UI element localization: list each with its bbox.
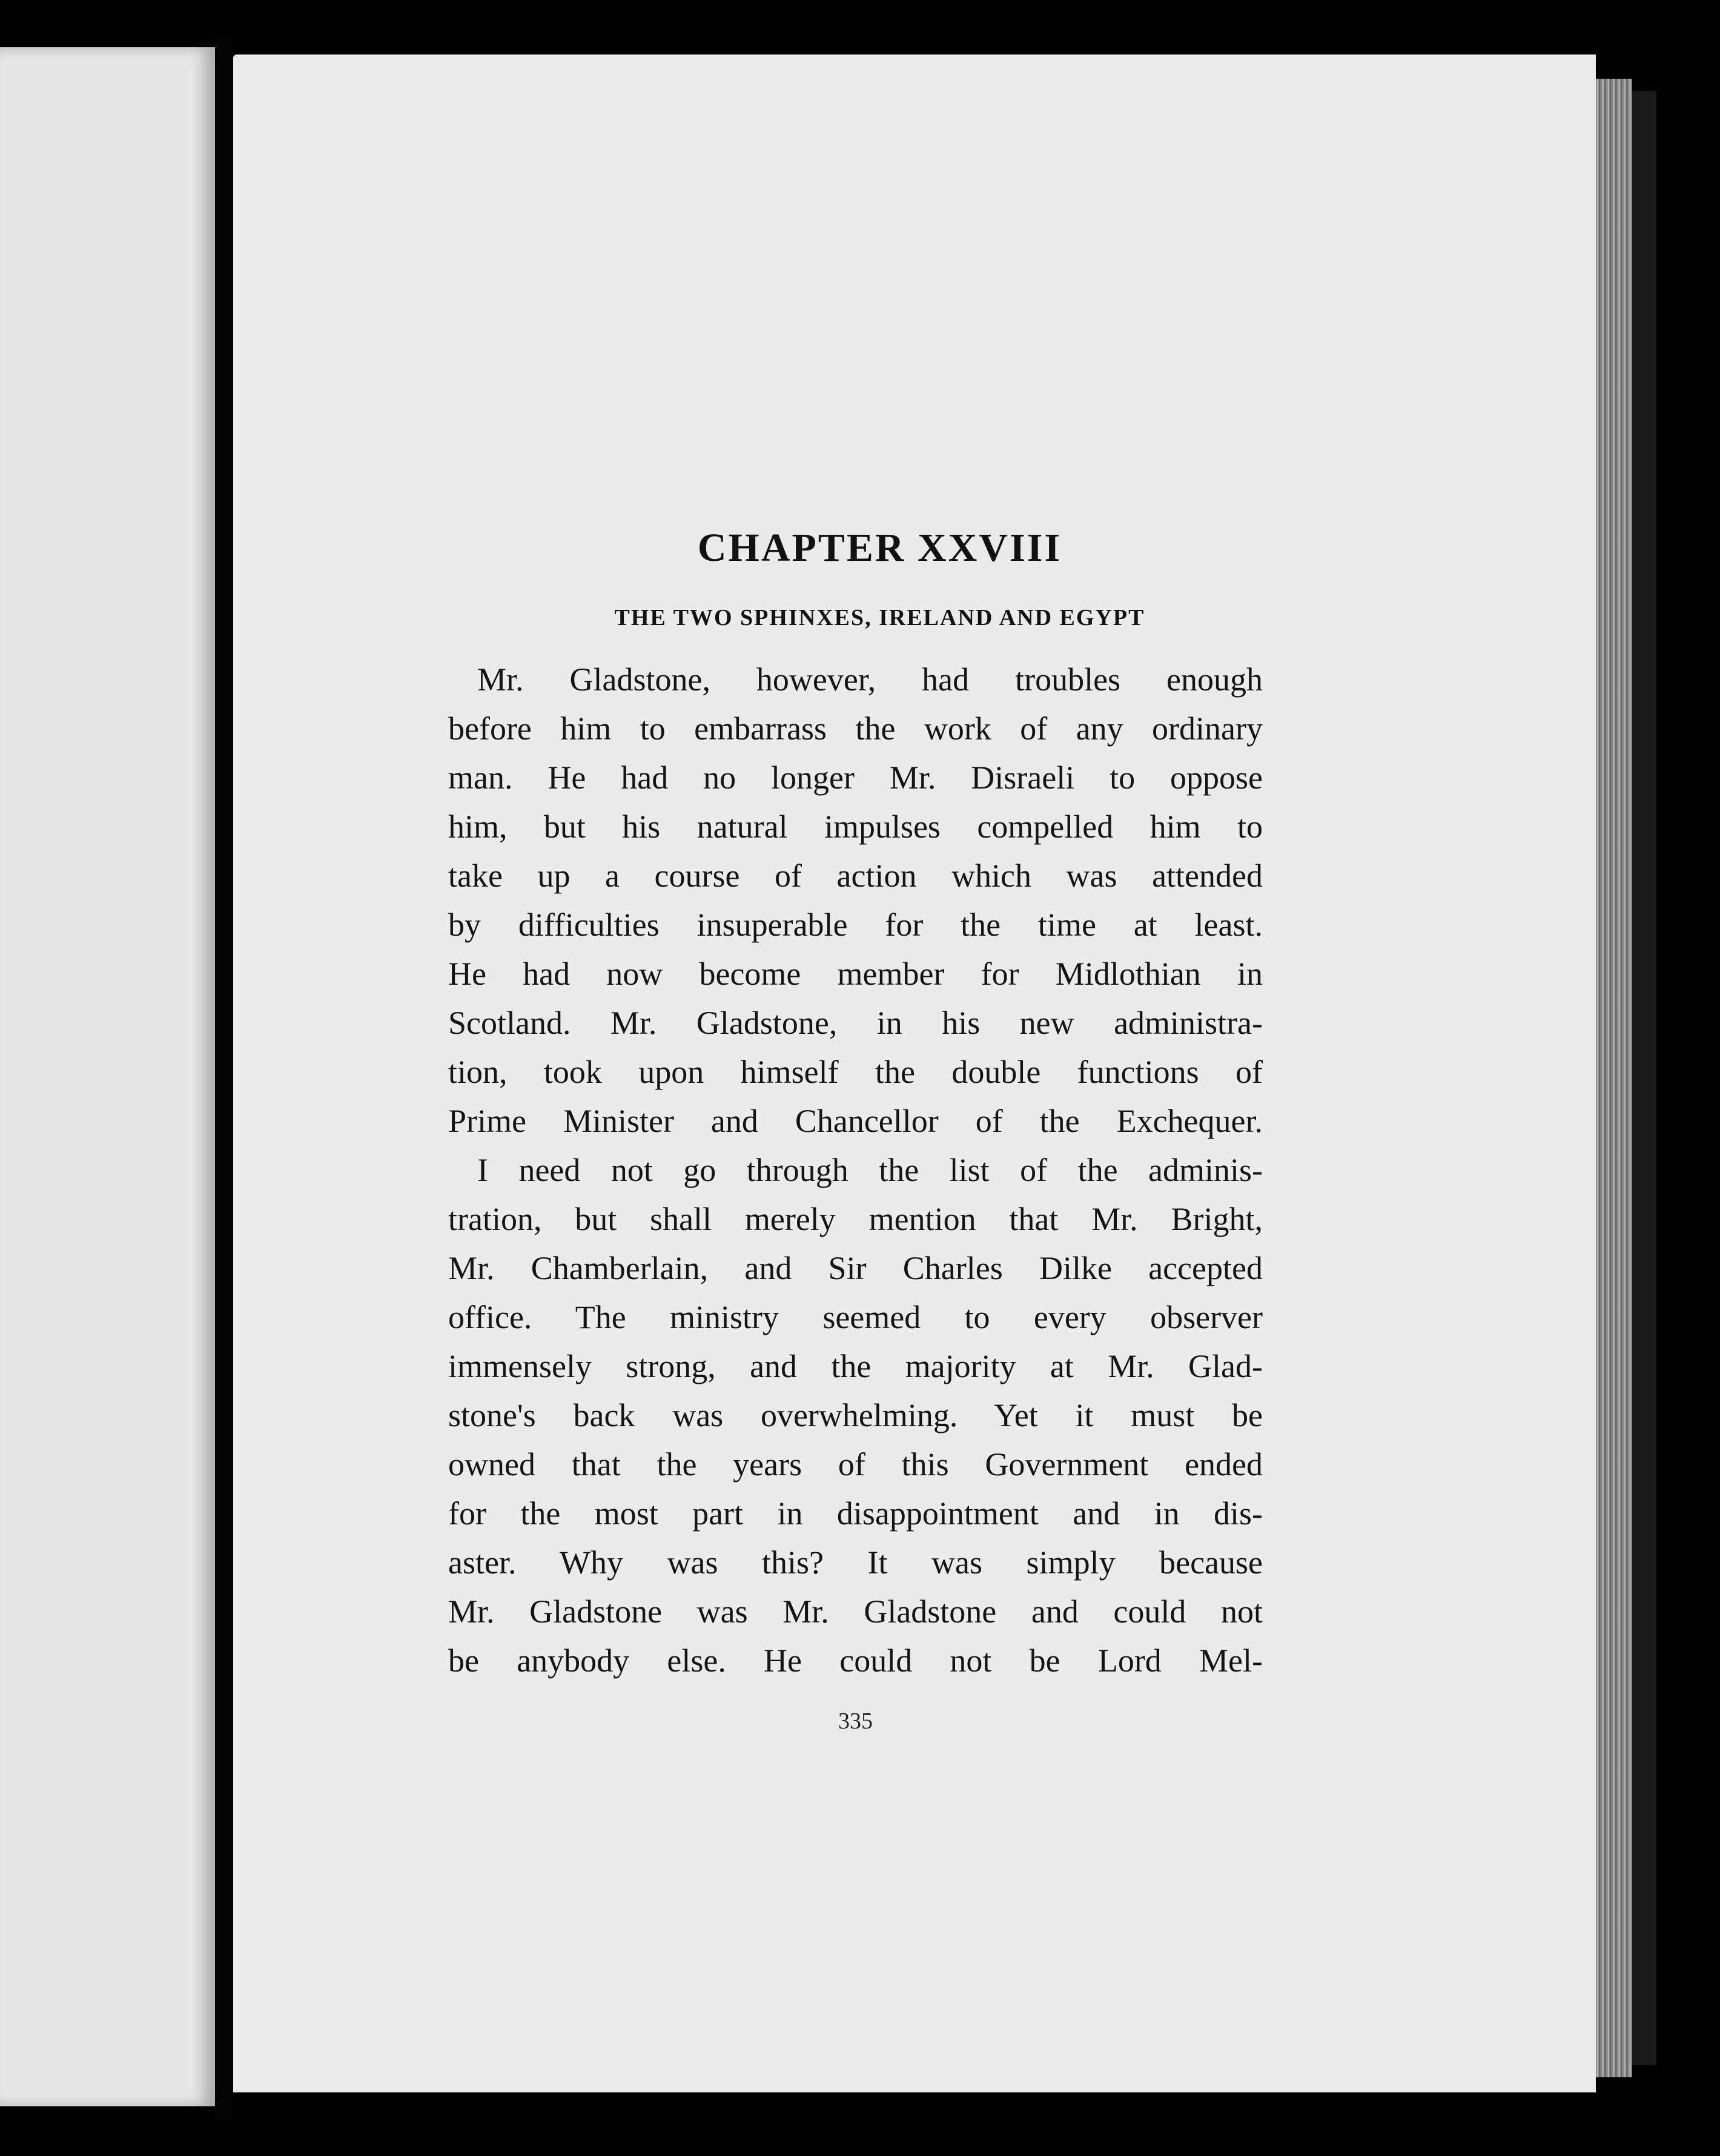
left-page	[0, 47, 215, 2106]
body-line: before him to embarrass the work of any ordinary	[448, 710, 1263, 747]
page-content	[448, 521, 1263, 1734]
body-line: for the most part in disappointment and in dis-	[448, 1495, 1263, 1532]
body-line: him, but his natural impulses compelled him to	[448, 808, 1263, 845]
body-line: Scotland. Mr. Gladstone, in his new administra-	[448, 1005, 1263, 1041]
book-cover-edge	[1632, 91, 1656, 2065]
page-number: 335	[838, 1708, 873, 1734]
body-line: tion, took upon himself the double functions of	[448, 1054, 1263, 1090]
body-line: be anybody else. He could not be Lord Mel-	[448, 1642, 1263, 1679]
book-gutter	[215, 36, 233, 2120]
body-line: tration, but shall merely mention that Mr. Bright,	[448, 1201, 1263, 1237]
page-edges	[1596, 79, 1632, 2077]
body-line: Mr. Gladstone was Mr. Gladstone and could not	[448, 1593, 1263, 1630]
chapter-title: CHAPTER XXVIII	[697, 526, 1062, 570]
body-text	[448, 655, 1263, 1685]
body-line: immensely strong, and the majority at Mr. Glad-	[448, 1348, 1263, 1384]
chapter-subtitle: THE TWO SPHINXES, IRELAND AND EGYPT	[614, 605, 1145, 630]
body-line: Mr. Chamberlain, and Sir Charles Dilke accepted	[448, 1250, 1263, 1286]
body-line: I need not go through the list of the adminis-	[477, 1152, 1263, 1188]
body-line: by difficulties insuperable for the time at least.	[448, 907, 1263, 943]
body-line: man. He had no longer Mr. Disraeli to oppose	[448, 759, 1263, 796]
body-line: Mr. Gladstone, however, had troubles enough	[477, 661, 1263, 698]
body-line: He had now become member for Midlothian in	[448, 956, 1263, 992]
body-line: take up a course of action which was attended	[448, 858, 1263, 894]
body-line: office. The ministry seemed to every observer	[448, 1299, 1263, 1335]
body-line: stone's back was overwhelming. Yet it must be	[448, 1397, 1263, 1433]
body-line: Prime Minister and Chancellor of the Exchequer.	[448, 1103, 1263, 1139]
body-line: owned that the years of this Government ended	[448, 1446, 1263, 1483]
body-line: aster. Why was this? It was simply because	[448, 1544, 1263, 1581]
